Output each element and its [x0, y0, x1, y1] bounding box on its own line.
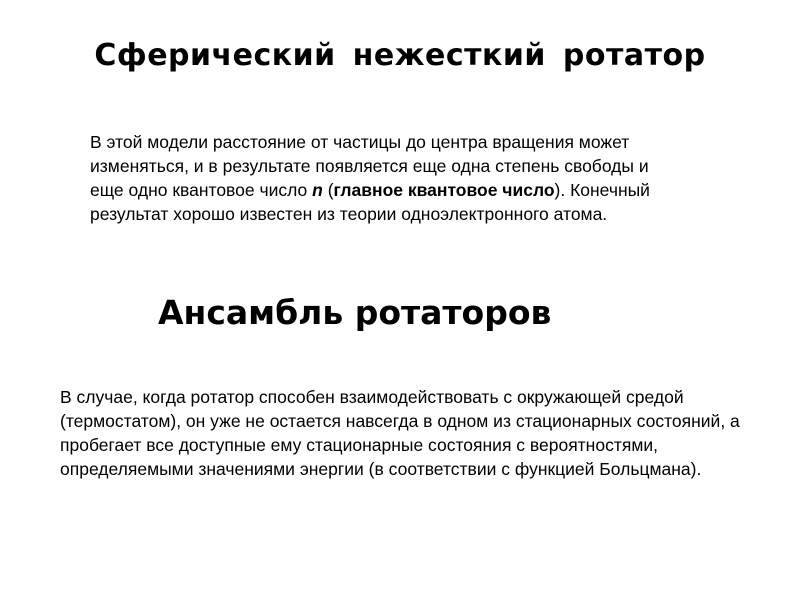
intro-text-part1: В этой модели расстояние от частицы до центра вращения может изменяться, и в результате появляется еще одна степень свободы и еще одно квантовое число: [90, 132, 649, 200]
intro-text-part3: ). Конечный результат хорошо известен из теории одноэлектронного атома.: [90, 180, 650, 224]
quantum-number-symbol: n: [312, 180, 323, 200]
ensemble-paragraph: В случае, когда ротатор способен взаимодействовать с окружающей средой (термостатом), он уже не остается навсегда в одном из стационарных состояний, а пробегает все доступные ему стационарные состояния с вероятностями, определяемыми значениями энергии (в соответствии с функцией Больцмана).: [60, 387, 740, 479]
ensemble-heading: Ансамбль ротаторов: [158, 293, 552, 332]
intro-text-part2: (: [322, 180, 334, 200]
principal-quantum-number-term: главное квантовое число: [333, 180, 555, 200]
intro-paragraph: [90, 130, 670, 226]
slide-title: Сферический нежесткий ротатор: [94, 38, 706, 73]
